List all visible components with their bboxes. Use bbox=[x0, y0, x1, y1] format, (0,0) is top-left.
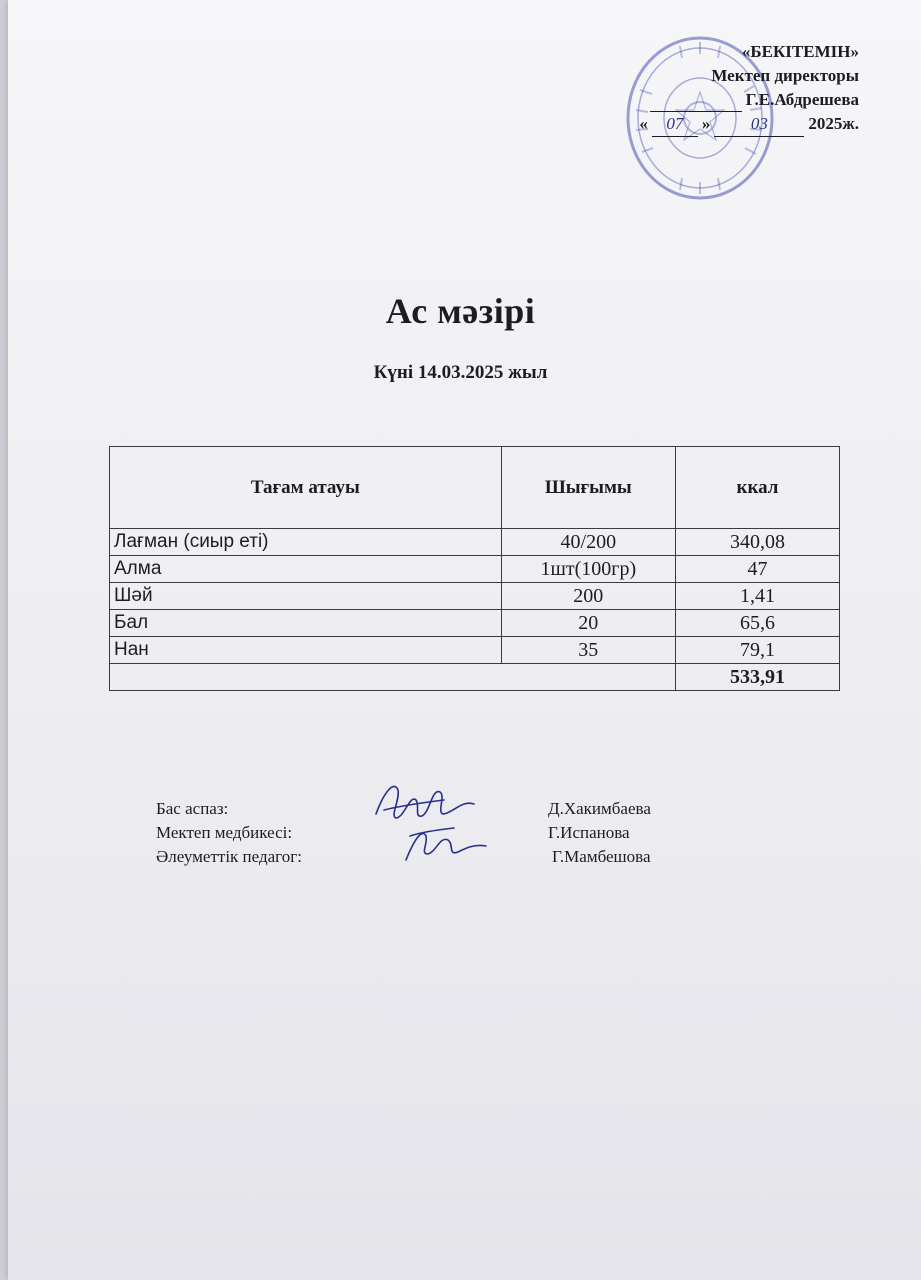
approval-date-open-quote: « bbox=[639, 114, 648, 133]
dish-output: 35 bbox=[501, 637, 675, 664]
table-row bbox=[110, 583, 840, 610]
header-kcal: ккал bbox=[675, 447, 839, 529]
table-total-row bbox=[110, 664, 840, 691]
signature-row bbox=[156, 797, 716, 821]
signature-name: Д.Хакимбаева bbox=[548, 799, 651, 818]
signatures-block bbox=[156, 797, 716, 869]
approval-heading: «БЕКІТЕМІН» bbox=[741, 42, 859, 61]
approval-date-close-quote: » bbox=[701, 114, 711, 133]
director-name: Г.Е.Абдрешева bbox=[745, 90, 859, 109]
approval-date-month: 03 bbox=[714, 112, 804, 137]
approval-date-year: 2025ж. bbox=[808, 114, 859, 133]
director-signature-line bbox=[650, 93, 742, 112]
table-header-row bbox=[110, 447, 840, 529]
header-dish-name: Тағам атауы bbox=[110, 447, 502, 529]
dish-kcal: 65,6 bbox=[675, 610, 839, 637]
dish-kcal: 79,1 bbox=[675, 637, 839, 664]
dish-name: Шәй bbox=[110, 583, 502, 610]
approval-block bbox=[639, 40, 859, 137]
signature-role: Әлеуметтік педагог: bbox=[156, 847, 302, 866]
dish-kcal: 340,08 bbox=[675, 529, 839, 556]
dish-name: Лағман (сиыр еті) bbox=[110, 529, 502, 556]
total-kcal: 533,91 bbox=[675, 664, 839, 691]
signature-row bbox=[156, 845, 716, 869]
signature-role: Мектеп медбикесі: bbox=[156, 823, 293, 842]
menu-table bbox=[109, 446, 840, 691]
total-label-cell bbox=[110, 664, 676, 691]
dish-output: 40/200 bbox=[501, 529, 675, 556]
table-row bbox=[110, 556, 840, 583]
approval-date bbox=[639, 112, 859, 137]
dish-name: Нан bbox=[110, 637, 502, 664]
approval-date-day: 07 bbox=[652, 112, 698, 137]
signature-role: Бас аспаз: bbox=[156, 799, 229, 818]
dish-name: Алма bbox=[110, 556, 502, 583]
signature-name: Г.Испанова bbox=[548, 823, 630, 842]
header-output: Шығымы bbox=[501, 447, 675, 529]
signature-row bbox=[156, 821, 716, 845]
dish-name: Бал bbox=[110, 610, 502, 637]
dish-output: 20 bbox=[501, 610, 675, 637]
director-position: Мектеп директоры bbox=[711, 66, 859, 85]
director-line bbox=[639, 88, 859, 112]
dish-kcal: 1,41 bbox=[675, 583, 839, 610]
document-date: Күні 14.03.2025 жыл bbox=[373, 362, 548, 383]
table-row bbox=[110, 610, 840, 637]
document-title: Ас мәзірі bbox=[385, 291, 536, 331]
dish-output: 200 bbox=[501, 583, 675, 610]
dish-kcal: 47 bbox=[675, 556, 839, 583]
signature-name: Г.Мамбешова bbox=[552, 847, 651, 866]
dish-output: 1шт(100гр) bbox=[501, 556, 675, 583]
table-row bbox=[110, 529, 840, 556]
table-row bbox=[110, 637, 840, 664]
